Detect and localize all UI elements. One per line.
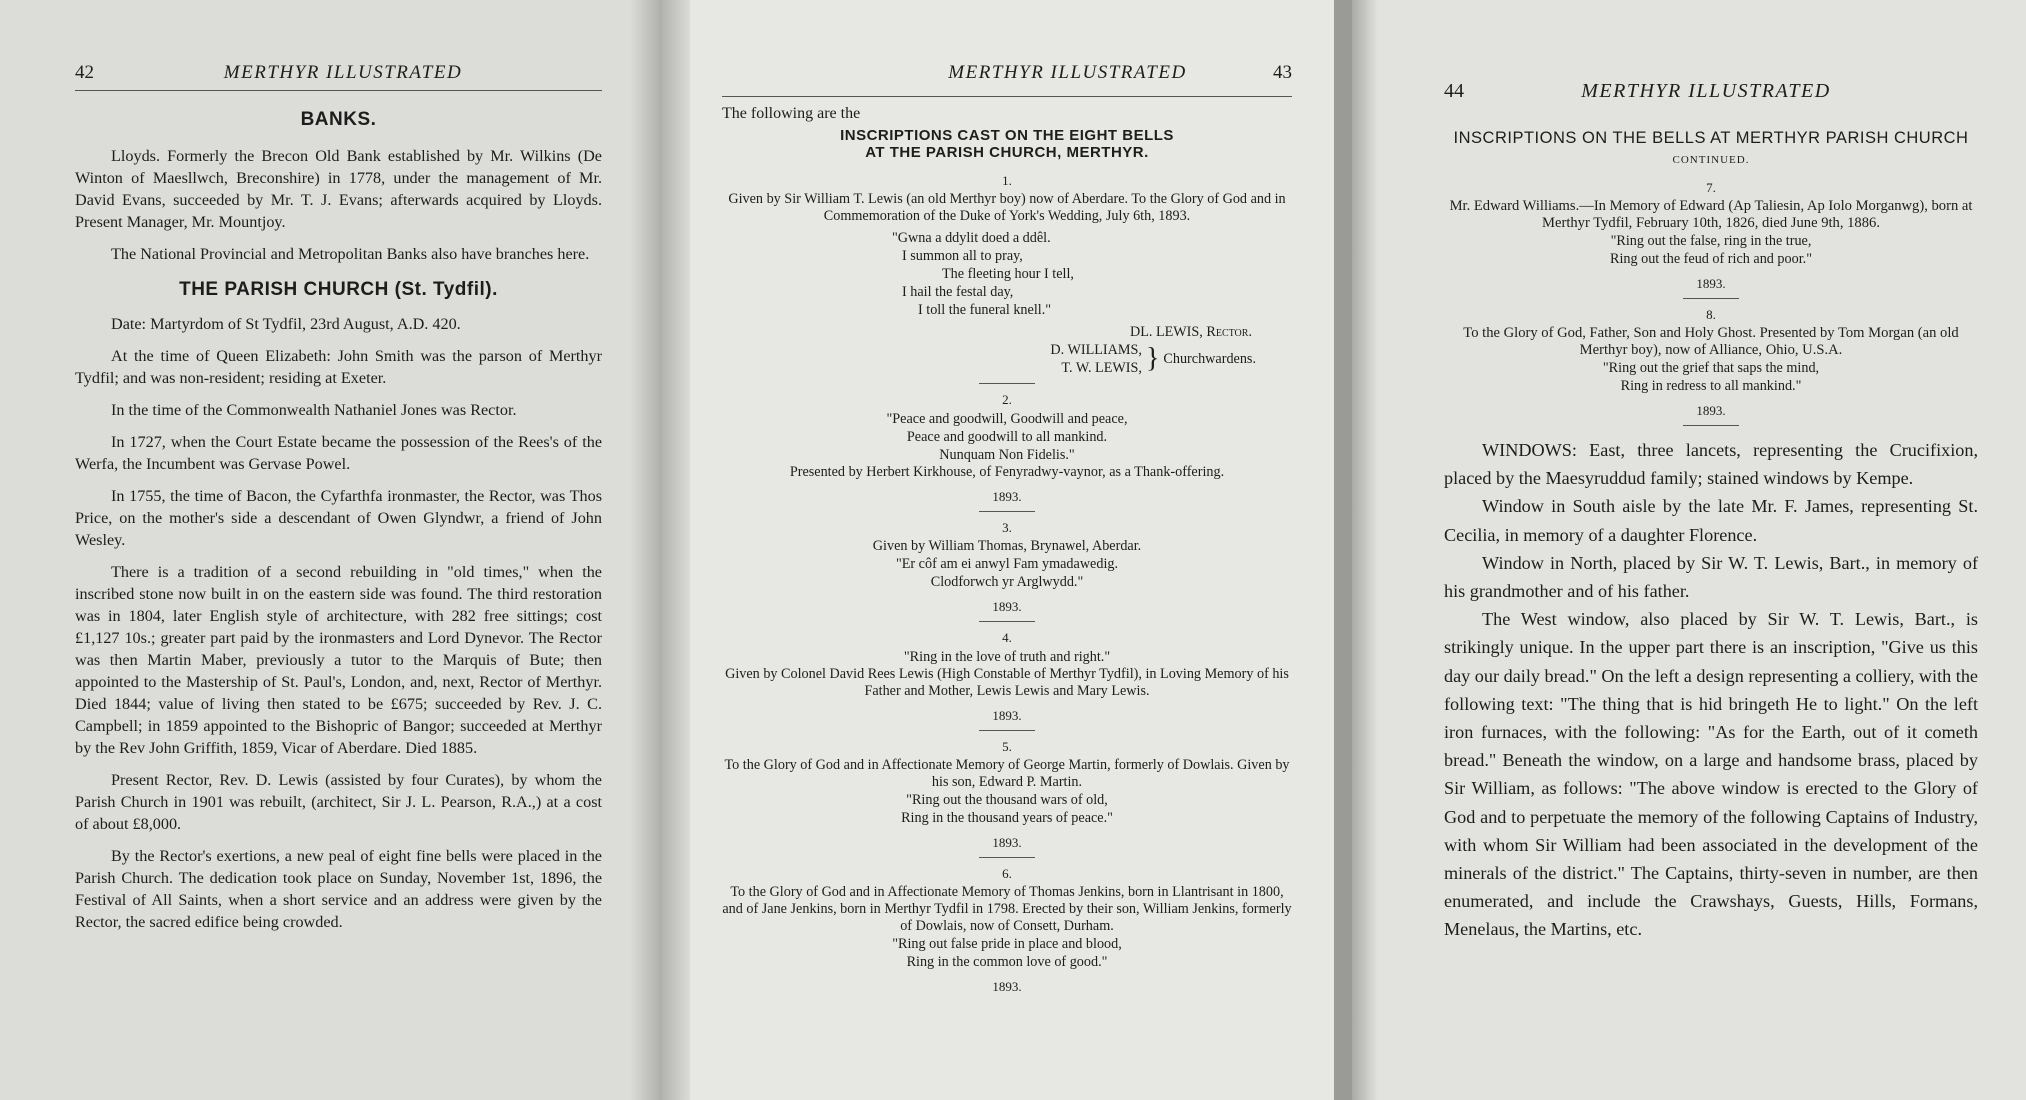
running-header xyxy=(75,62,602,91)
verse-line: Ring in the thousand years of peace." xyxy=(901,810,1113,826)
verse-line: "Ring out false pride in place and blood, xyxy=(892,936,1122,952)
paragraph: There is a tradition of a second rebuilding in "old times," when the inscribed stone now built in on the eastern side was found. The third restoration was in 1804, later English style of architecture, with 282 free sittings; cost £1,127 10s.; greater part paid by the ironmasters and Lord Dynevor. The Rector was then Martin Maber, previously a tutor to the Marquis of Bute; then appointed to the Mastership of St. Paul's, London, and, next, Rector of Merthyr. Died 1844; value of living then stated to be £675; succeeded by Rev. J. C. Campbell; in 1859 appointed to the Bishopric of Bangor; succeeded at Merthyr by the Rev John Griffith, 1859, Vicar of Aberdare. Died 1885. xyxy=(75,563,602,757)
bell-donor: Given by William Thomas, Brynawel, Aberdar. xyxy=(872,538,1142,554)
paragraph: Present Rector, Rev. D. Lewis (assisted by four Curates), by whom the Parish Church in 1901 was rebuilt, (architect, Sir J. L. Pearson, R.A.,) at a cost of about £8,000. xyxy=(75,771,602,833)
bell-number: 7. xyxy=(1706,180,1716,195)
verse-line: The fleeting hour I tell, xyxy=(942,266,1074,282)
bell-verse xyxy=(1444,359,1978,395)
bell-year: 1893. xyxy=(992,708,1022,723)
warden-name: T. W. LEWIS, xyxy=(1061,360,1142,376)
divider xyxy=(979,857,1035,858)
verse-line: I toll the funeral knell." xyxy=(918,302,1052,318)
paragraph: The National Provincial and Metropolitan Banks also have branches here. xyxy=(111,245,590,263)
bell-donor: Mr. Edward Williams.—In Memory of Edward (Ap Taliesin, Ap Iolo Morganwg), born at Merthyr Tydfil, February 10th, 1826, died June 9th, 1886. xyxy=(1449,198,1973,231)
bell-verse xyxy=(722,791,1292,827)
church-heading: THE PARISH CHURCH (St. Tydfil). xyxy=(179,279,498,300)
bell-number: 6. xyxy=(1002,866,1012,881)
running-title: MERTHYR ILLUSTRATED xyxy=(948,62,1187,83)
verse-line: "Peace and goodwill, Goodwill and peace, xyxy=(886,411,1128,427)
divider xyxy=(979,383,1035,384)
paragraph: In 1727, when the Court Estate became the possession of the Rees's of the Werfa, the Incumbent was Gervase Powel. xyxy=(75,433,602,473)
running-title: MERTHYR ILLUSTRATED xyxy=(1581,80,1831,102)
bell-year: 1893. xyxy=(1696,276,1726,291)
running-header xyxy=(1444,80,1978,109)
verse-line: Nunquam Non Fidelis." xyxy=(939,447,1075,463)
paragraph: At the time of Queen Elizabeth: John Smith was the parson of Merthyr Tydfil; and was non-resident; residing at Exeter. xyxy=(75,347,602,387)
verse-line: I hail the festal day, xyxy=(902,284,1014,300)
bell-number: 3. xyxy=(1002,520,1012,535)
bell-verse xyxy=(722,229,1292,319)
bell-verse xyxy=(722,555,1292,591)
bell-year: 1893. xyxy=(992,835,1022,850)
page-number: 44 xyxy=(1444,80,1464,102)
bell-donor: To the Glory of God and in Affectionate Memory of George Martin, formerly of Dowlais. Given by his son, Edward P. Martin. xyxy=(724,757,1290,790)
inscriptions-heading-line1: INSCRIPTIONS CAST ON THE EIGHT BELLS xyxy=(840,127,1174,144)
wardens-title: Churchwardens. xyxy=(1163,351,1256,367)
intro-text: The following are the xyxy=(722,105,861,122)
verse-line: Peace and goodwill to all mankind. xyxy=(906,429,1108,445)
book-gutter-shadow xyxy=(630,0,690,1100)
banks-heading: BANKS. xyxy=(300,109,377,130)
running-header xyxy=(722,62,1292,90)
verse-line: "Ring out the grief that saps the mind, xyxy=(1602,360,1820,376)
bell-number: 1. xyxy=(1002,173,1012,188)
page-44 xyxy=(1352,0,2026,1100)
paragraph: The West window, also placed by Sir W. T. Lewis, Bart., is strikingly unique. In the upper part there is an inscription, "Give us this day our daily bread." On the left a design representing a colliery, with the following text: "The thing that is hid bringeth He to light." On the left iron furnaces, with the following: "As for the Earth, out of it cometh bread." Beneath the window, on a large and handsome brass, placed by Sir William, as follows: "The above window is erected to the Glory of God and to perpetuate the memory of the following Captains of Industry, with whom Sir William had been associated in the development of the minerals of the district." The Captains, thirty-seven in number, are then enumerated, and include the Crawshays, Guests, Hills, Formans, Menelaus, the Martins, etc. xyxy=(1444,609,1979,940)
page-43 xyxy=(662,0,1342,1100)
verse-line: Ring out the feud of rich and poor." xyxy=(1609,251,1812,267)
verse-line: Clodforwch yr Arglwydd." xyxy=(930,574,1084,590)
bell-dedication: Given by Sir William T. Lewis (an old Merthyr boy) now of Aberdare. To the Glory of God and in Commemoration of the Duke of York's Wedding, July 6th, 1893. xyxy=(728,191,1286,224)
verse-line: "Ring out the false, ring in the true, xyxy=(1610,233,1812,249)
bell-number: 2. xyxy=(1002,392,1012,407)
bell-verse xyxy=(1444,232,1978,268)
paragraph: WINDOWS: East, three lancets, representing the Crucifixion, placed by the Maesyruddud family; stained windows by Kempe. xyxy=(1444,440,1978,489)
bell-donor: To the Glory of God and in Affectionate Memory of Thomas Jenkins, born in Llantrisant in 1800, and of Jane Jenkins, born in Merthyr Tydfil in 1798. Erected by their son, William Jenkins, formerly of Dowlais, now of Consett, Durham. xyxy=(722,884,1292,934)
running-title: MERTHYR ILLUSTRATED xyxy=(223,62,463,83)
bell-donor: Given by Colonel David Rees Lewis (High Constable of Merthyr Tydfil), in Loving Memory of his Father and Mother, Lewis Lewis and Mary Lewis. xyxy=(725,666,1289,699)
divider xyxy=(979,621,1035,622)
warden-name: D. WILLIAMS, xyxy=(1050,342,1142,358)
verse-line: Ring in the common love of good." xyxy=(906,954,1108,970)
bell-number: 8. xyxy=(1706,307,1716,322)
bell-verse xyxy=(722,410,1292,464)
paragraph: Window in South aisle by the late Mr. F. James, representing St. Cecilia, in memory of a daughter Florence. xyxy=(1444,496,1978,545)
verse-line: Ring in redress to all mankind." xyxy=(1620,378,1802,394)
rector-signature: DL. LEWIS, Rector. xyxy=(1129,324,1252,340)
bell-verse xyxy=(722,935,1292,971)
inscriptions-heading-line2: AT THE PARISH CHURCH, MERTHYR. xyxy=(865,144,1149,161)
bell-number: 4. xyxy=(1002,630,1012,645)
bell-year: 1893. xyxy=(992,979,1022,994)
bell-year: 1893. xyxy=(1696,403,1726,418)
paragraph: Window in North, placed by Sir W. T. Lewis, Bart., in memory of his grandmother and of his father. xyxy=(1444,552,1978,602)
verse-line: "Er côf am ei anwyl Fam ymadawedig. xyxy=(895,556,1119,572)
divider xyxy=(979,511,1035,512)
paragraph: Date: Martyrdom of St Tydfil, 23rd August, A.D. 420. xyxy=(111,315,461,333)
verse-line: "Ring out the thousand wars of old, xyxy=(906,792,1108,808)
continued-subheading: CONTINUED. xyxy=(1672,154,1750,166)
bell-year: 1893. xyxy=(992,599,1022,614)
divider xyxy=(979,730,1035,731)
page-number: 43 xyxy=(1273,62,1292,83)
bell-verse: "Ring in the love of truth and right." xyxy=(903,649,1111,665)
bell-donor: Presented by Herbert Kirkhouse, of Fenyradwy-vaynor, as a Thank-offering. xyxy=(789,464,1225,480)
bell-year: 1893. xyxy=(992,489,1022,504)
verse-line: "Gwna a ddylit doed a ddêl. xyxy=(892,230,1051,246)
divider xyxy=(1683,425,1739,426)
book-gutter-shadow xyxy=(1352,0,1378,1100)
bell-number: 5. xyxy=(1002,739,1012,754)
paragraph: In 1755, the time of Bacon, the Cyfarthfa ironmaster, the Rector, was Thos Price, on the mother's side a descendant of Owen Glyndwr, a friend of John Wesley. xyxy=(75,487,602,549)
paragraph: In the time of the Commonwealth Nathaniel Jones was Rector. xyxy=(111,401,517,419)
page-gap xyxy=(1334,0,1352,1100)
paragraph: By the Rector's exertions, a new peal of eight fine bells were placed in the Parish Church. The dedication took place on Sunday, November 1st, 1896, the Festival of All Saints, when a short service and an address were given by the Rector, the sacred edifice being crowded. xyxy=(75,847,602,931)
verse-line: I summon all to pray, xyxy=(902,248,1023,264)
page-42 xyxy=(0,0,662,1100)
paragraph: Lloyds. Formerly the Brecon Old Bank established by Mr. Wilkins (De Winton of Maesllwch, Breconshire) in 1778, under the management of Mr. David Evans, succeeded by Mr. T. J. Evans; afterwards acquired by Lloyds. Present Manager, Mr. Mountjoy. xyxy=(75,147,602,231)
bell-donor: To the Glory of God, Father, Son and Holy Ghost. Presented by Tom Morgan (an old Merthyr boy), now of Alliance, Ohio, U.S.A. xyxy=(1463,325,1959,358)
churchwardens: D. WILLIAMS, T. W. LEWIS, } Churchwardens. xyxy=(1050,342,1256,376)
page-number: 42 xyxy=(75,62,94,83)
continued-heading: INSCRIPTIONS ON THE BELLS AT MERTHYR PARISH CHURCH xyxy=(1453,129,1969,147)
divider xyxy=(1683,298,1739,299)
